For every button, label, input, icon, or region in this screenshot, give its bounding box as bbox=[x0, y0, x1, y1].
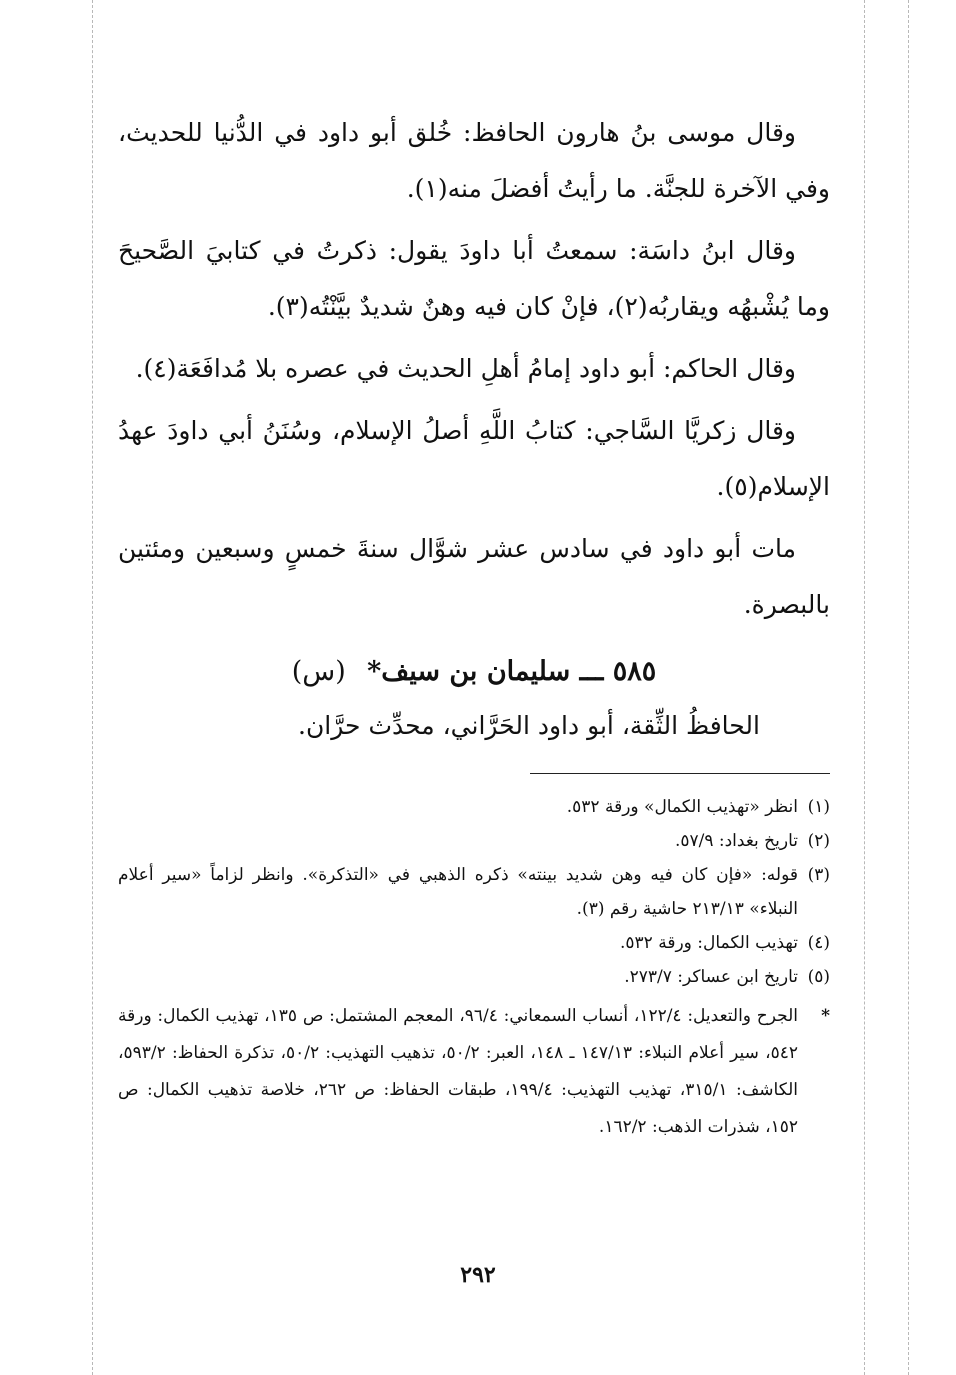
page-number: ٢٩٢ bbox=[460, 1262, 496, 1288]
footnote-number: (٣) bbox=[807, 865, 830, 885]
entry-description: الحافظُ الثِّقة، أبو داود الحَرَّاني، محدِّث حرَّان. bbox=[298, 711, 760, 740]
paragraph: وقال ابنُ داسَة: سمعتُ أبا داودَ يقول: ذكرتُ في كتابيَ الصَّحيحَ وما يُشْبهُه ويقاربُه(٢)، فإنْ كان فيه وهنٌ شديدٌ بيَّنْتُه(٣). bbox=[118, 236, 830, 321]
footnote bbox=[118, 790, 830, 824]
footnote-number: (٤) bbox=[807, 933, 830, 953]
entry-code: (س) bbox=[291, 656, 346, 687]
footnote bbox=[118, 926, 830, 960]
footnote-text: تاريخ بغداد: ٥٧/٩. bbox=[674, 831, 798, 851]
footnote bbox=[118, 960, 830, 994]
asterisk-marker: * bbox=[821, 1006, 830, 1026]
sources-text: الجرح والتعديل: ١٢٢/٤، أنساب السمعاني: ٩٦/٤، المعجم المشتمل: ص ١٣٥، تهذيب الكمال: ورقة ٥٤٢، سير أعلام النبلاء: ١٤٧/١٣ ـ ١٤٨، العبر: ٥٠/٢، تذهيب التهذيب: ٥٠/٢، تذكرة الحفاظ: ٥٩٣/٢، الكاشف: ٣١٥/١، تهذيب التهذيب: ١٩٩/٤، طبقات الحفاظ: ص ٢٦٢، خلاصة تذهيب الكمال: ص ١٥٢، شذرات الذهب: ١٦٢/٢. bbox=[118, 1006, 799, 1137]
footnote-number: (٢) bbox=[807, 831, 830, 851]
footnote-text: تاريخ ابن عساكر: ٢٧٣/٧. bbox=[624, 967, 798, 987]
entry-heading bbox=[118, 647, 830, 697]
paragraph: وقال الحاكم: أبو داود إمامُ أهلِ الحديث في عصره بلا مُدافَعَة(٤). bbox=[135, 354, 796, 383]
scan-artifact-line bbox=[92, 0, 93, 1375]
sources-note bbox=[118, 998, 830, 1146]
footnote bbox=[118, 824, 830, 858]
footnote-separator bbox=[530, 773, 830, 774]
footnote-number: (٥) bbox=[807, 967, 830, 987]
footnote-number: (١) bbox=[807, 797, 830, 817]
paragraph: مات أبو داود في سادس عشر شوَّال سنةَ خمسٍ وسبعين ومئتين بالبصرة. bbox=[118, 534, 830, 619]
scan-artifact-line bbox=[864, 0, 865, 1375]
paragraph: وقال موسى بنُ هارون الحافظ: خُلق أبو داود في الدُّنيا للحديث، وفي الآخرة للجنَّة. ما رأيتُ أفضلَ منه(١). bbox=[118, 118, 830, 203]
scan-artifact-line bbox=[908, 0, 909, 1375]
footnotes-list bbox=[118, 790, 830, 994]
footnote-text: تهذيب الكمال: ورقة ٥٣٢. bbox=[620, 933, 798, 953]
paragraph: وقال زكريَّا السَّاجي: كتابُ اللَّهِ أصلُ الإسلام، وسُنَنُ أبي داودَ عهدُ الإسلام(٥). bbox=[118, 416, 830, 501]
entry-number: ٥٨٥ bbox=[612, 656, 657, 687]
entry-name: سليمان بن سيف* bbox=[367, 656, 571, 687]
footnote-text: انظر «تهذيب الكمال» ورقة ٥٣٢. bbox=[566, 797, 798, 817]
footnote-text: قوله: «فإن كان فيه وهن شديد بينته» ذكره الذهبي في «التذكرة». وانظر لزاماً «سير أعلام النبلاء» ٢١٣/١٣ حاشية رقم (٣). bbox=[118, 865, 798, 919]
book-page bbox=[118, 105, 830, 1146]
entry-dash: ـــ bbox=[579, 656, 604, 687]
footnote bbox=[118, 858, 830, 926]
